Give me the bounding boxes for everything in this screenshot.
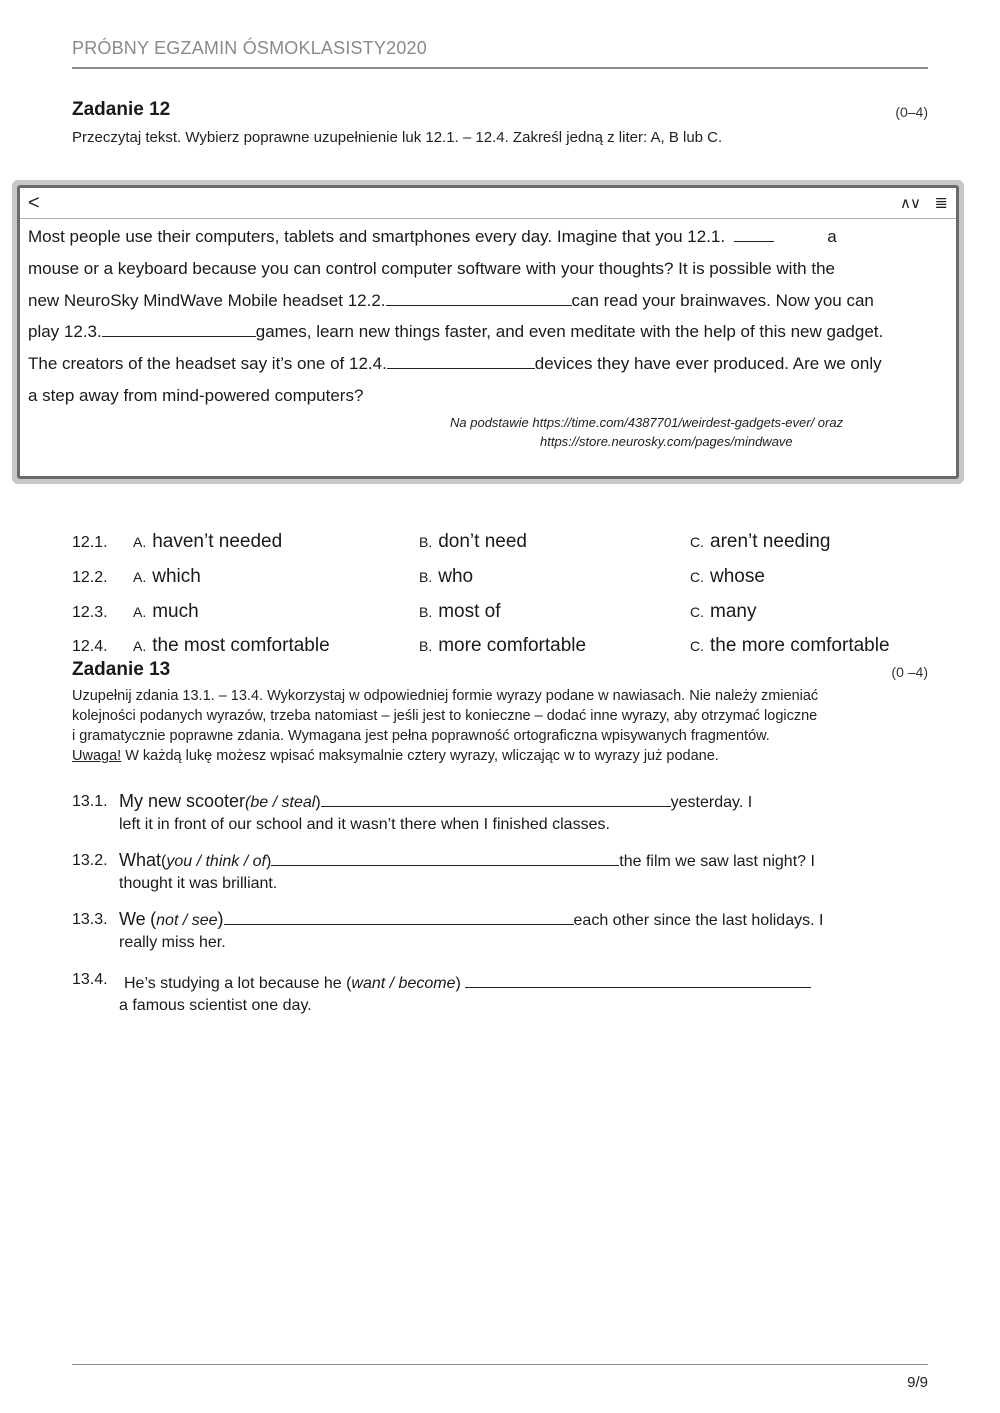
question-13-1: 13.1. My new scooter(be / steal) yesterday. I left it in front of our school and it wasn’t there when I finished classes.	[72, 791, 753, 833]
task12-instruction: Przeczytaj tekst. Wybierz poprawne uzupełnienie luk 12.1. – 12.4. Zakreśl jedną z liter: A, B lub C.	[72, 129, 723, 146]
answer-line-13-4[interactable]	[465, 971, 811, 988]
option-a[interactable]: A. which	[133, 566, 201, 587]
menu-icon[interactable]: ≣	[934, 195, 948, 212]
task12-title: Zadanie 12	[72, 99, 171, 120]
task13-title: Zadanie 13	[72, 659, 171, 680]
option-a[interactable]: A. much	[133, 601, 199, 622]
option-b[interactable]: B. more comfortable	[419, 635, 587, 656]
reading-panel	[17, 185, 959, 479]
option-c[interactable]: C. aren’t needing	[690, 531, 831, 552]
task13-instruction: Uzupełnij zdania 13.1. – 13.4. Wykorzystaj w odpowiedniej formie wyrazy podane w nawiasach. Nie należy zmieniać kolejności podanych wyrazów, trzeba natomiast – jeśli jest to konieczne – dodać inne wyrazy, aby otrzymać logiczne i gramatycznie poprawne zdania. Wymagana jest pełna poprawność ortograficzna wpisywanych fragmentów. Uwaga! W każdą lukę możesz wpisać maksymalnie cztery wyrazy, wliczając w to wyrazy już podane.	[72, 688, 819, 764]
option-row-12-1: 12.1. A. haven’t needed B. don’t need C. aren’t needing	[72, 531, 831, 552]
text-line: Most people use their computers, tablets and smartphones every day. Imagine that you 12.1. a	[28, 227, 837, 246]
text-line: play 12.3. games, learn new things faster, and even meditate with the help of this new gadget.	[28, 322, 884, 342]
source-line-2: https://store.neurosky.com/pages/mindwave	[540, 434, 793, 449]
text-line: a step away from mind-powered computers?	[28, 385, 364, 405]
task13-points: (0 –4)	[891, 664, 928, 680]
gap-12-2[interactable]	[386, 291, 572, 306]
option-b[interactable]: B. most of	[419, 601, 501, 622]
reading-text	[28, 221, 963, 412]
gap-12-3[interactable]	[102, 322, 256, 337]
reading-frame	[12, 180, 964, 484]
option-b[interactable]: B. who	[419, 566, 474, 587]
question-13-2: 13.2. What(you / think / of) the film we saw last night? I thought it was brilliant.	[72, 850, 815, 892]
option-a[interactable]: A. haven’t needed	[133, 531, 283, 552]
source-line-1: Na podstawie https://time.com/4387701/weirdest-gadgets-ever/ oraz	[450, 415, 844, 430]
option-b[interactable]: B. don’t need	[419, 531, 527, 552]
answer-line-13-2[interactable]	[271, 849, 619, 866]
option-c[interactable]: C. whose	[690, 566, 765, 587]
text-line: The creators of the headset say it’s one of 12.4. devices they have ever produced. Are we only	[28, 354, 882, 374]
option-c[interactable]: C. the more comfortable	[690, 635, 890, 656]
text-line: new NeuroSky MindWave Mobile headset 12.2. can read your brainwaves. Now you can	[28, 290, 874, 310]
question-13-3: 13.3. We (not / see) each other since the last holidays. I really miss her.	[72, 909, 824, 951]
reader-toolbar	[20, 188, 956, 219]
gap-12-4[interactable]	[387, 354, 535, 369]
option-row-12-3: 12.3. A. much B. most of C. many	[72, 601, 757, 622]
footer-divider	[72, 1364, 928, 1365]
option-a[interactable]: A. the most comfortable	[133, 635, 330, 656]
text-line: mouse or a keyboard because you can control computer software with your thoughts? It is possible with the	[28, 258, 835, 278]
question-13-4: 13.4. He’s studying a lot because he (want / become) a famous scientist one day.	[72, 968, 928, 1018]
up-down-arrows-icon[interactable]: ∧∨	[900, 195, 920, 212]
answer-line-13-1[interactable]	[321, 790, 671, 807]
option-row-12-4: 12.4. A. the most comfortable B. more comfortable C. the more comfortable	[72, 635, 890, 656]
gap-12-1[interactable]	[734, 227, 774, 242]
option-row-12-2: 12.2. A. which B. who C. whose	[72, 566, 765, 587]
option-c[interactable]: C. many	[690, 601, 757, 622]
page-number: 9/9	[907, 1374, 928, 1391]
uwaga-label: Uwaga!	[72, 748, 122, 764]
answer-line-13-3[interactable]	[224, 908, 574, 925]
back-arrow-icon[interactable]: <	[28, 192, 40, 214]
page-header-title: PRÓBNY EGZAMIN ÓSMOKLASISTY2020	[72, 38, 427, 58]
task12-points: (0–4)	[895, 104, 928, 120]
header-divider	[72, 67, 928, 69]
